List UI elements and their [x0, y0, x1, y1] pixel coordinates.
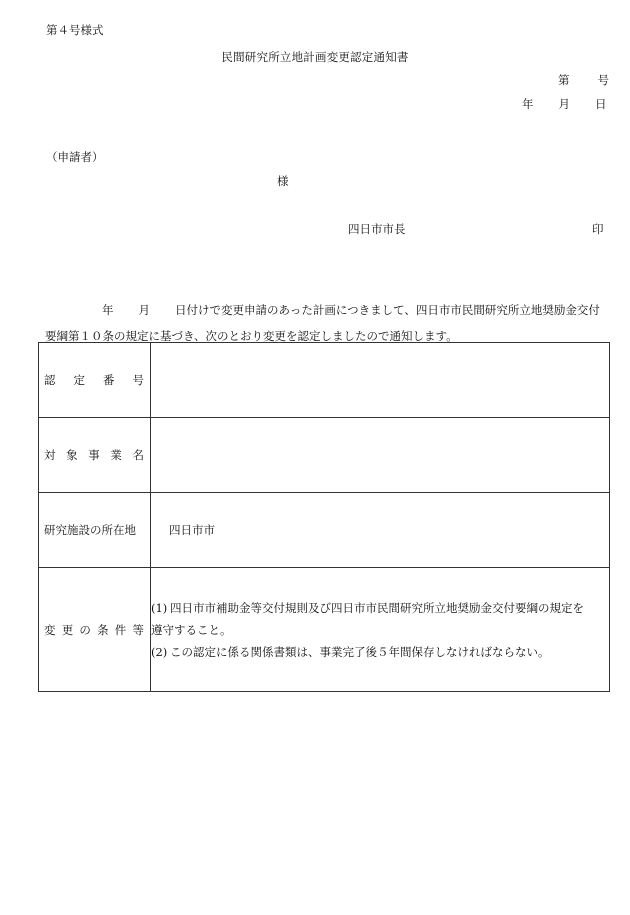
condition-number: (1) — [151, 600, 168, 615]
notice-body-line-2: 要綱第１０条の規定に基づき、次のとおり変更を認定しましたので通知します。 — [45, 329, 458, 343]
condition-text: この認定に係る関係書類は、事業完了後５年間保存しなければならない。 — [170, 644, 550, 659]
label-char: の — [79, 622, 91, 637]
project-name-value — [151, 418, 610, 493]
condition-number: (2) — [151, 644, 168, 659]
condition-item — [151, 641, 609, 663]
addressee-honorific: 様 — [277, 174, 289, 188]
applicant-label: （申請者） — [46, 150, 104, 164]
body-line-1-text: 日付けで変更申請のあった計画につきまして、四日市市民間研究所立地奨励金交付 — [175, 303, 600, 317]
issue-date — [522, 99, 607, 111]
notice-body-line-1 — [45, 297, 610, 323]
table-row — [39, 568, 610, 692]
table-row — [39, 343, 610, 418]
approval-number-value — [151, 343, 610, 418]
label-char: 件 — [114, 622, 127, 637]
condition-text: 四日市市補助金等交付規則及び四日市市民間研究所立地奨励金交付要綱の規定を — [170, 600, 584, 615]
table-row — [39, 493, 610, 568]
date-year: 年 — [522, 97, 534, 111]
label-char: 更 — [61, 622, 74, 637]
date-day: 日 — [595, 97, 607, 111]
label-char: 象 — [66, 448, 78, 462]
issuer-title: 四日市市長 — [348, 222, 406, 236]
label-char: 変 — [44, 622, 56, 637]
doc-number-prefix: 第 — [558, 73, 570, 87]
table-row — [39, 418, 610, 493]
label-char: 定 — [73, 373, 85, 387]
form-number: 第４号様式 — [46, 23, 104, 37]
facility-location-value: 四日市市 — [151, 493, 610, 568]
label-char: 番 — [103, 373, 115, 387]
approval-number-label — [39, 343, 151, 418]
label-char: 号 — [132, 373, 144, 387]
project-name-label — [39, 418, 151, 493]
label-char: 認 — [44, 373, 56, 387]
document-number — [558, 75, 609, 87]
approval-details-table — [38, 342, 610, 692]
document-title: 民間研究所立地計画変更認定通知書 — [221, 50, 409, 64]
label-char: 条 — [97, 622, 109, 637]
facility-location-label: 研究施設の所在地 — [39, 493, 151, 568]
body-month: 月 — [138, 303, 150, 317]
body-year: 年 — [102, 303, 114, 317]
conditions-label — [39, 568, 151, 692]
condition-item — [151, 597, 609, 619]
label-char: 名 — [132, 448, 144, 462]
conditions-list — [151, 568, 610, 692]
seal-mark: 印 — [592, 222, 604, 236]
date-month: 月 — [558, 97, 570, 111]
doc-number-suffix: 号 — [597, 73, 609, 87]
label-char: 等 — [132, 622, 144, 637]
label-char: 業 — [110, 448, 122, 462]
label-char: 事 — [88, 448, 100, 462]
condition-item-continued: 遵守すること。 — [151, 622, 232, 637]
label-char: 対 — [44, 448, 56, 462]
